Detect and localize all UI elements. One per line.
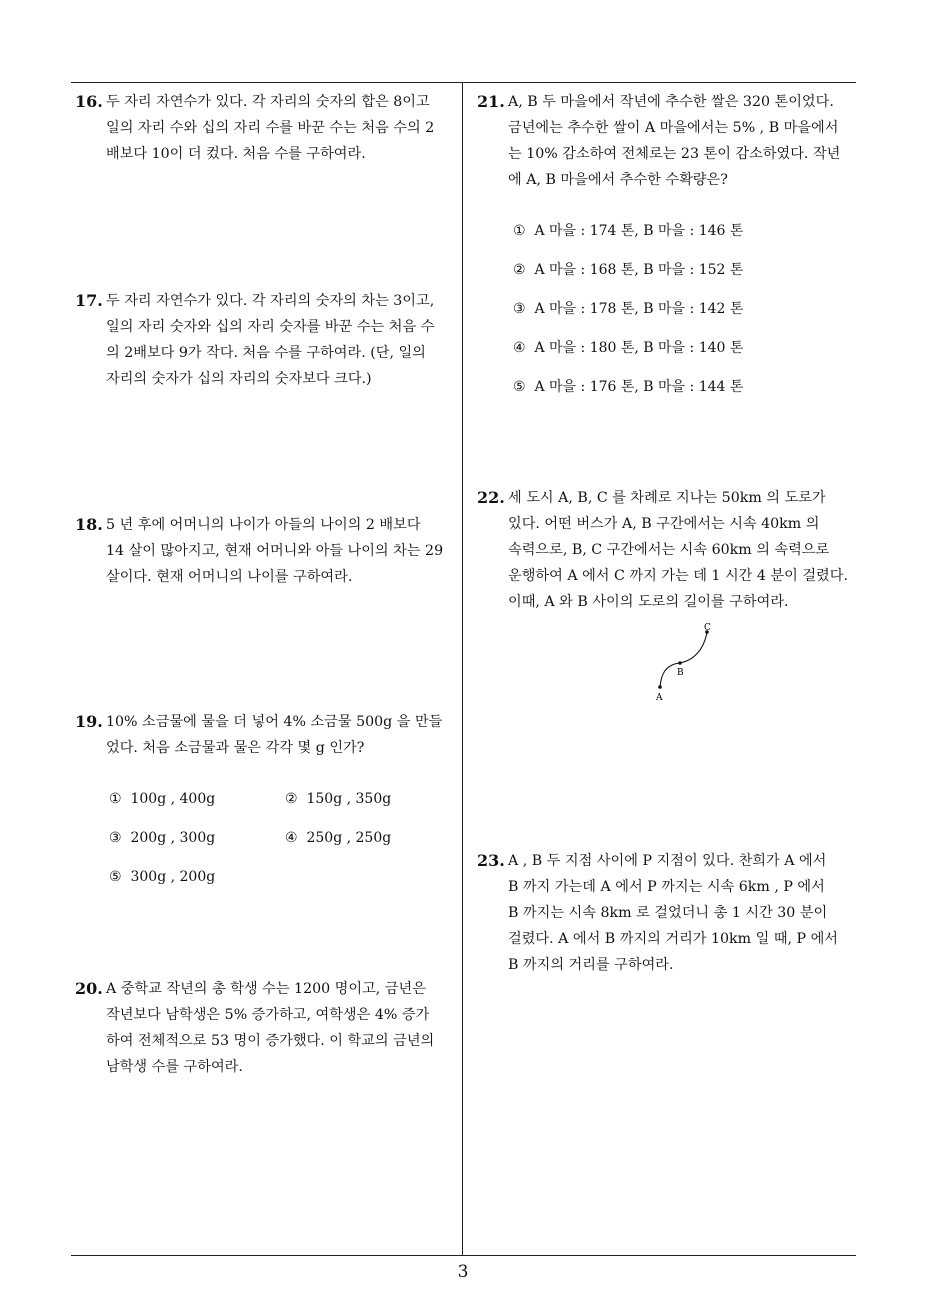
question-22 <box>477 485 859 615</box>
question-text-line: 세 도시 A, B, C 를 차례로 지나는 50km 의 도로가 <box>508 490 826 506</box>
question-23 <box>477 848 859 978</box>
top-rule <box>71 82 856 83</box>
point-a-dot <box>658 685 662 689</box>
question-number: 22. <box>477 488 505 507</box>
question-text-line: 일의 자리 숫자와 십의 자리 숫자를 바꾼 수는 처음 수 <box>106 319 435 335</box>
label-c: C <box>704 623 711 633</box>
choice-text: A 마을 : 174 톤, B 마을 : 146 톤 <box>534 223 744 239</box>
question-number: 20. <box>75 979 103 998</box>
choice-2[interactable] <box>513 257 743 283</box>
road-path <box>660 632 707 687</box>
question-17 <box>75 288 457 392</box>
question-number: 21. <box>477 92 505 111</box>
choice-text: A 마을 : 168 톤, B 마을 : 152 톤 <box>534 262 744 278</box>
question-text-line: 의 2배보다 9가 작다. 처음 수를 구하여라. (단, 일의 <box>106 345 426 361</box>
question-text-line: B 까지는 시속 8km 로 걸었더니 총 1 시간 30 분이 <box>508 905 828 921</box>
question-text-line: 10% 소금물에 물을 더 넣어 4% 소금물 500g 을 만들 <box>106 714 443 730</box>
question-18 <box>75 512 457 590</box>
question-number: 23. <box>477 851 505 870</box>
question-text-line: 하여 전체적으로 53 명이 증가했다. 이 학교의 금년의 <box>106 1033 435 1049</box>
choice-text: 300g , 200g <box>130 869 216 885</box>
question-text-line: 두 자리 자연수가 있다. 각 자리의 숫자의 차는 3이고, <box>106 293 435 309</box>
choice-text: A 마을 : 180 톤, B 마을 : 140 톤 <box>534 340 744 356</box>
choice-3[interactable] <box>109 825 215 851</box>
choice-text: 100g , 400g <box>130 791 216 807</box>
question-text-line: 에 A, B 마을에서 추수한 수확량은? <box>508 172 728 188</box>
choice-1[interactable] <box>513 218 743 244</box>
question-text-line: 금년에는 추수한 쌀이 A 마을에서는 5% , B 마을에서 <box>508 120 839 136</box>
choice-text: 250g , 250g <box>306 830 392 846</box>
choice-1[interactable] <box>109 786 215 812</box>
question-number: 19. <box>75 712 103 731</box>
choice-text: 150g , 350g <box>306 791 392 807</box>
question-text-line: 살이다. 현재 어머니의 나이를 구하여라. <box>106 569 353 585</box>
question-text-line: 자리의 숫자가 십의 자리의 숫자보다 크다.) <box>106 371 372 387</box>
question-text-line: A , B 두 지점 사이에 P 지점이 있다. 찬희가 A 에서 <box>508 853 827 869</box>
question-text-line: 배보다 10이 더 컸다. 처음 수를 구하여라. <box>106 146 366 162</box>
choice-mark: ⑤ <box>513 379 526 395</box>
choice-mark: ⑤ <box>109 869 122 885</box>
question-text-line: 는 10% 감소하여 전체로는 23 톤이 감소하였다. 작년 <box>508 146 841 162</box>
choice-4[interactable] <box>285 825 391 851</box>
question-text-line: B 까지의 거리를 구하여라. <box>508 957 674 973</box>
question-21 <box>477 89 859 193</box>
question-text-line: A 중학교 작년의 총 학생 수는 1200 명이고, 금년은 <box>106 981 426 997</box>
question-number: 17. <box>75 291 103 310</box>
choice-mark: ① <box>109 791 122 807</box>
choice-mark: ④ <box>285 830 298 846</box>
bottom-rule <box>71 1255 856 1256</box>
question-text-line: 두 자리 자연수가 있다. 각 자리의 숫자의 합은 8이고 <box>106 94 430 110</box>
choice-text: 200g , 300g <box>130 830 216 846</box>
choice-mark: ③ <box>513 301 526 317</box>
road-diagram <box>647 620 727 710</box>
choice-3[interactable] <box>513 296 743 322</box>
choice-mark: ② <box>285 791 298 807</box>
label-a: A <box>656 693 663 703</box>
label-b: B <box>677 668 684 678</box>
question-text-line: B 까지 가는데 A 에서 P 까지는 시속 6km , P 에서 <box>508 879 825 895</box>
choice-mark: ① <box>513 223 526 239</box>
question-16 <box>75 89 457 167</box>
question-text-line: 일의 자리 수와 십의 자리 수를 바꾼 수는 처음 수의 2 <box>106 120 435 136</box>
choice-5[interactable] <box>109 864 215 890</box>
choice-mark: ④ <box>513 340 526 356</box>
question-text-line: 이때, A 와 B 사이의 도로의 길이를 구하여라. <box>508 594 789 610</box>
question-19 <box>75 709 457 761</box>
question-text-line: 5 년 후에 어머니의 나이가 아들의 나이의 2 배보다 <box>106 517 421 533</box>
question-text-line: 운행하여 A 에서 C 까지 가는 데 1 시간 4 분이 걸렸다. <box>508 568 848 584</box>
question-number: 18. <box>75 515 103 534</box>
question-text-line: 작년보다 남학생은 5% 증가하고, 여학생은 4% 증가 <box>106 1007 430 1023</box>
question-20 <box>75 976 457 1080</box>
question-text-line: 속력으로, B, C 구간에서는 시속 60km 의 속력으로 <box>508 542 830 558</box>
choice-text: A 마을 : 176 톤, B 마을 : 144 톤 <box>534 379 744 395</box>
question-number: 16. <box>75 92 103 111</box>
question-text-line: 걸렸다. A 에서 B 까지의 거리가 10km 일 때, P 에서 <box>508 931 839 947</box>
question-text-line: 었다. 처음 소금물과 물은 각각 몇 g 인가? <box>106 740 365 756</box>
choice-2[interactable] <box>285 786 391 812</box>
choice-mark: ③ <box>109 830 122 846</box>
choice-4[interactable] <box>513 335 743 361</box>
point-b-dot <box>678 661 682 665</box>
question-text-line: A, B 두 마을에서 작년에 추수한 쌀은 320 톤이었다. <box>508 94 834 110</box>
question-text-line: 남학생 수를 구하여라. <box>106 1059 243 1075</box>
choice-text: A 마을 : 178 톤, B 마을 : 142 톤 <box>534 301 744 317</box>
choice-mark: ② <box>513 262 526 278</box>
question-text-line: 14 살이 많아지고, 현재 어머니와 아들 나이의 차는 29 <box>106 543 444 559</box>
question-text-line: 있다. 어떤 버스가 A, B 구간에서는 시속 40km 의 <box>508 516 820 532</box>
page-number: 3 <box>457 1262 469 1282</box>
column-divider <box>462 82 463 1255</box>
choice-5[interactable] <box>513 374 743 400</box>
